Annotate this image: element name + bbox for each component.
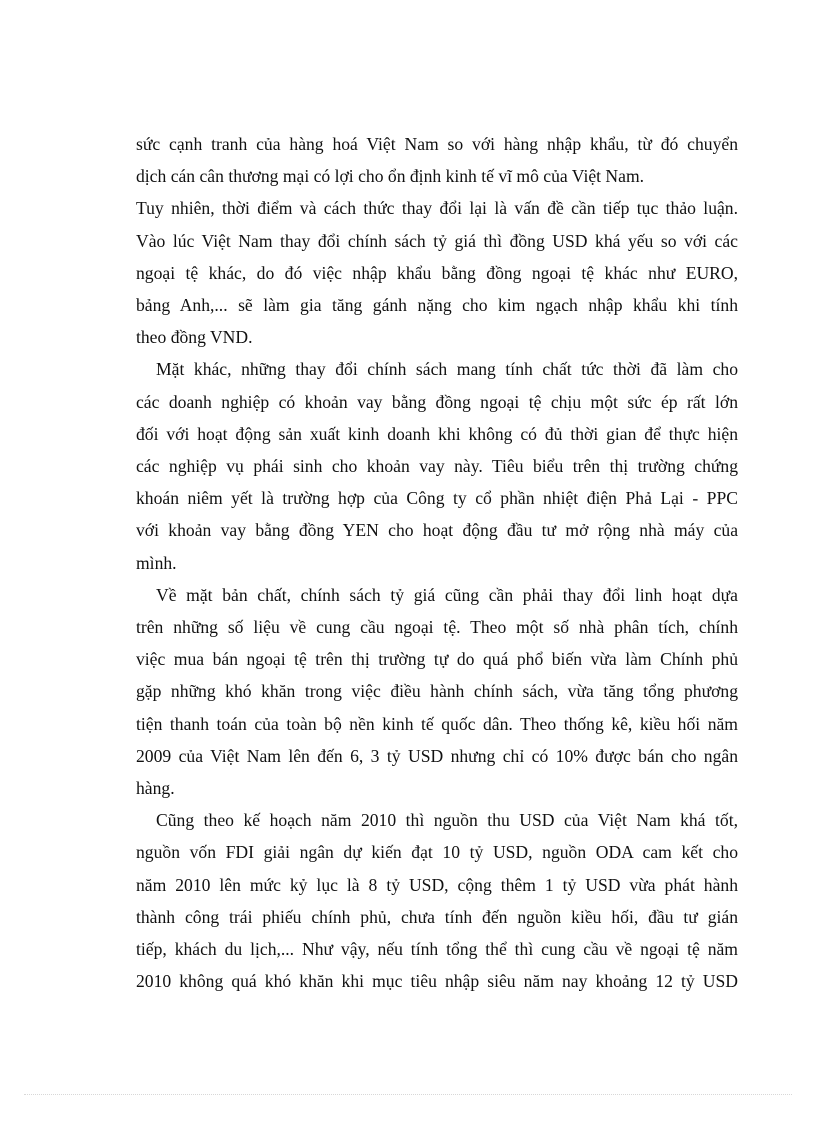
text-line: Cũng theo kế hoạch năm 2010 thì nguồn thu USD của Việt Nam khá tốt,: [156, 810, 738, 831]
text-line: hàng.: [136, 778, 175, 799]
text-line: 2010 không quá khó khăn khi mục tiêu nhập siêu năm nay khoảng 12 tỷ USD: [136, 971, 738, 992]
text-line: việc mua bán ngoại tệ trên thị trường tự do quá phổ biến vừa làm Chính phủ: [136, 649, 738, 670]
text-line: gặp những khó khăn trong việc điều hành chính sách, vừa tăng tổng phương: [136, 681, 738, 702]
text-line: khoán niêm yết là trường hợp của Công ty cổ phần nhiệt điện Phả Lại - PPC: [136, 488, 738, 509]
text-line: Về mặt bản chất, chính sách tỷ giá cũng cần phải thay đổi linh hoạt dựa: [156, 584, 738, 605]
body-text: [136, 128, 738, 997]
text-line: ngoại tệ khác, do đó việc nhập khẩu bằng đồng ngoại tệ khác như EURO,: [136, 262, 738, 283]
text-line: mình.: [136, 552, 177, 573]
text-line: các doanh nghiệp có khoản vay bằng đồng ngoại tệ chịu một sức ép rất lớn: [136, 391, 738, 412]
text-line: trên những số liệu về cung cầu ngoại tệ. Theo một số nhà phân tích, chính: [136, 617, 738, 638]
text-line: tiện thanh toán của toàn bộ nền kinh tế quốc dân. Theo thống kê, kiều hối năm: [136, 713, 738, 734]
text-line: tiếp, khách du lịch,... Như vậy, nếu tính tổng thể thì cung cầu về ngoại tệ năm: [136, 939, 738, 960]
text-line: dịch cán cân thương mại có lợi cho ổn định kinh tế vĩ mô của Việt Nam.: [136, 166, 645, 187]
text-line: các nghiệp vụ phái sinh cho khoản vay này. Tiêu biểu trên thị trường chứng: [136, 456, 738, 477]
text-line: sức cạnh tranh của hàng hoá Việt Nam so với hàng nhập khẩu, từ đó chuyển: [136, 134, 738, 154]
page-bottom-rule: [24, 1094, 792, 1095]
text-line: Mặt khác, những thay đổi chính sách mang tính chất tức thời đã làm cho: [156, 359, 738, 380]
text-line: thành công trái phiếu chính phủ, chưa tính đến nguồn kiều hối, đầu tư gián: [136, 906, 738, 927]
text-line: theo đồng VND.: [136, 327, 253, 348]
text-line: Tuy nhiên, thời điểm và cách thức thay đổi lại là vấn đề cần tiếp tục thảo luận.: [136, 198, 738, 219]
text-line: 2009 của Việt Nam lên đến 6, 3 tỷ USD nhưng chỉ có 10% được bán cho ngân: [136, 745, 738, 766]
text-line: Vào lúc Việt Nam thay đổi chính sách tỷ giá thì đồng USD khá yếu so với các: [136, 230, 738, 251]
text-line: với khoản vay bằng đồng YEN cho hoạt động đầu tư mở rộng nhà máy của: [136, 520, 738, 541]
text-line: bảng Anh,... sẽ làm gia tăng gánh nặng cho kim ngạch nhập khẩu khi tính: [136, 295, 738, 316]
text-line: nguồn vốn FDI giải ngân dự kiến đạt 10 tỷ USD, nguồn ODA cam kết cho: [136, 842, 738, 863]
text-line: năm 2010 lên mức kỷ lục là 8 tỷ USD, cộng thêm 1 tỷ USD vừa phát hành: [136, 874, 738, 895]
text-line: đối với hoạt động sản xuất kinh doanh khi không có đủ thời gian để thực hiện: [136, 423, 738, 444]
